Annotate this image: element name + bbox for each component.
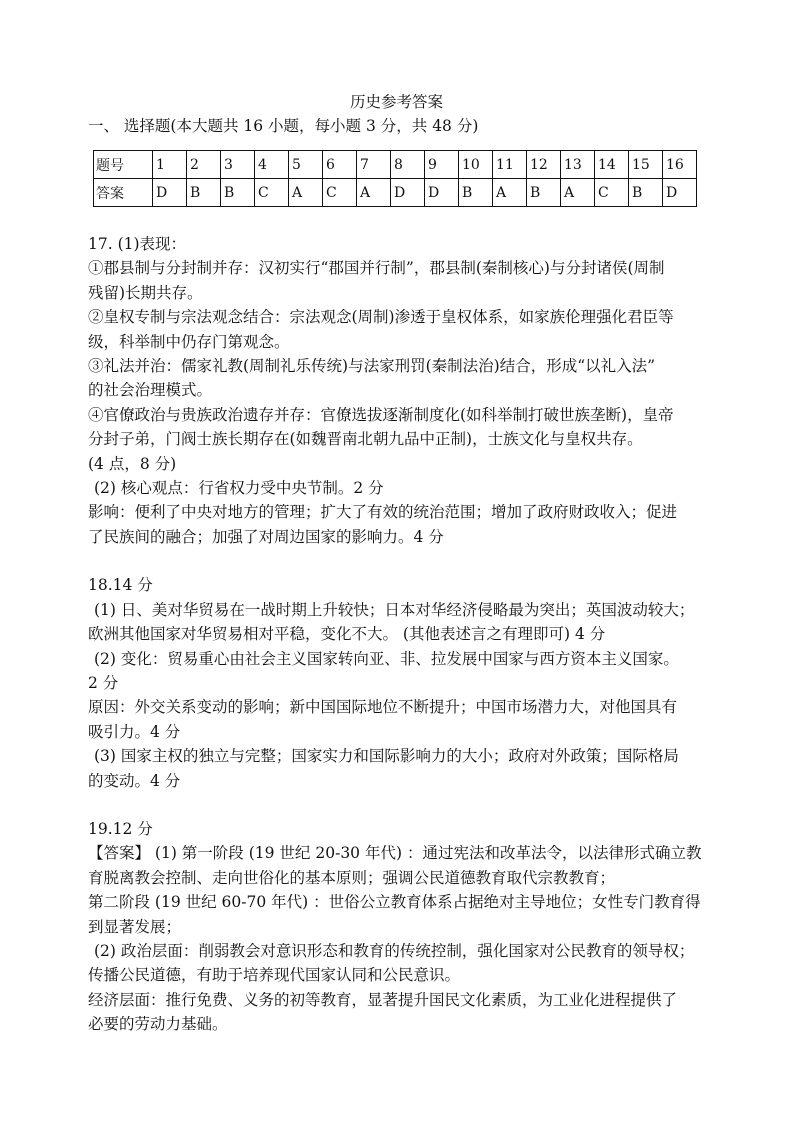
q19-part2-line1: (2) 政治层面：削弱教会对意识形态和教育的传统控制，强化国家对公民教育的领导权； — [94, 941, 695, 960]
answer-cell: B — [629, 179, 663, 207]
answer-cell: D — [391, 179, 425, 207]
q18-reason-line2: 吸引力。4 分 — [88, 722, 181, 741]
q19-heading: 19.12 分 — [88, 819, 153, 838]
answer-cell: A — [357, 179, 391, 207]
answer-cell: B — [459, 179, 493, 207]
row-header-answers: 答案 — [94, 179, 153, 207]
q17-part2-impact-line2: 了民族间的融合；加强了对周边国家的影响力。4 分 — [88, 527, 444, 546]
question-number: 1 — [153, 151, 187, 179]
q18-reason-line1: 原因：外交关系变动的影响；新中国国际地位不断提升；中国市场潜力大，对他国具有 — [88, 698, 678, 717]
question-number: 13 — [561, 151, 595, 179]
q18-part3-line1: (3) 国家主权的独立与完整；国家实力和国际影响力的大小；政府对外政策；国际格局 — [94, 747, 679, 766]
question-number: 14 — [595, 151, 629, 179]
answer-cell: A — [289, 179, 323, 207]
section-heading-multiple-choice: 一、 选择题(本大题共 16 小题，每小题 3 分，共 48 分) — [88, 117, 479, 135]
question-number: 2 — [187, 151, 221, 179]
question-number: 5 — [289, 151, 323, 179]
q18-part3-line2: 的变动。4 分 — [88, 771, 181, 790]
row-header-numbers: 题号 — [94, 151, 153, 179]
q18-heading: 18.14 分 — [88, 576, 153, 595]
q18-part2-line2: 2 分 — [88, 673, 119, 692]
question-number: 9 — [425, 151, 459, 179]
q19-part2-line2: 传播公民道德，有助于培养现代国家认同和公民意识。 — [88, 966, 461, 985]
answer-cell: A — [561, 179, 595, 207]
question-number: 7 — [357, 151, 391, 179]
question-number: 4 — [255, 151, 289, 179]
answer-row — [94, 179, 697, 207]
q17-point2-line1: ②皇权专制与宗法观念结合：宗法观念(周制)渗透于皇权体系，如家族伦理强化君臣等 — [88, 308, 674, 327]
question-number: 12 — [527, 151, 561, 179]
answer-table — [93, 150, 697, 207]
q17-point2-line2: 级，科举制中仍存门第观念。 — [88, 332, 290, 351]
q19-answer-line1: 【答案】 (1) 第一阶段 (19 世纪 20-30 年代) ：通过宪法和改革法令，以法律形式确立教 — [88, 844, 702, 863]
q17-score: (4 点，8 分) — [88, 454, 177, 473]
answer-body — [88, 232, 708, 1037]
answer-cell: C — [595, 179, 629, 207]
answer-cell: D — [425, 179, 459, 207]
q18-part2-line1: (2) 变化：贸易重心由社会主义国家转向亚、非、拉发展中国家与西方资本主义国家。 — [94, 649, 679, 668]
q17-part2-core: (2) 核心观点：行省权力受中央节制。2 分 — [94, 479, 384, 498]
q19-answer-line2: 育脱离教会控制、走向世俗化的基本原则；强调公民道德教育取代宗教教育； — [88, 868, 616, 887]
page-title: 历史参考答案 — [349, 93, 443, 111]
question-number: 3 — [221, 151, 255, 179]
q19-stage2-line2: 到显著发展； — [88, 917, 182, 936]
question-number-row — [94, 151, 697, 179]
question-number: 16 — [663, 151, 697, 179]
q17-point1-line1: ①郡县制与分封制并存：汉初实行“郡国并行制”，郡县制(秦制核心)与分封诸侯(周制 — [88, 259, 665, 278]
answer-cell: D — [663, 179, 697, 207]
q17-point3-line1: ③礼法并治：儒家礼教(周制礼乐传统)与法家刑罚(秦制法治)结合，形成“以礼入法” — [88, 357, 656, 376]
answer-cell: A — [493, 179, 527, 207]
answer-cell: C — [255, 179, 289, 207]
question-number: 6 — [323, 151, 357, 179]
answer-cell: C — [323, 179, 357, 207]
answer-cell: D — [153, 179, 187, 207]
q17-point3-line2: 的社会治理模式。 — [88, 381, 213, 400]
q17-point4-line1: ④官僚政治与贵族政治遗存并存：官僚选拔逐渐制度化(如科举制打破世族垄断)，皇帝 — [88, 405, 674, 424]
q17-part2-impact-line1: 影响：便利了中央对地方的管理；扩大了有效的统治范围；增加了政府财政收入；促进 — [88, 503, 678, 522]
answer-cell: B — [221, 179, 255, 207]
spacer — [88, 793, 708, 817]
q19-stage2-line1: 第二阶段 (19 世纪 60-70 年代) ：世俗公立教育体系占据绝对主导地位；女性专门教育得 — [88, 893, 701, 912]
q19-economic-line2: 必要的劳动力基础。 — [88, 1015, 228, 1034]
answer-cell: B — [527, 179, 561, 207]
q19-economic-line1: 经济层面：推行免费、义务的初等教育，显著提升国民文化素质，为工业化进程提供了 — [88, 990, 678, 1009]
question-number: 10 — [459, 151, 493, 179]
q18-part1-line1: (1) 日、美对华贸易在一战时期上升较快；日本对华经济侵略最为突出；英国波动较大； — [94, 600, 695, 619]
q17-point1-line2: 残留)长期共存。 — [88, 283, 203, 302]
spacer — [88, 549, 708, 573]
question-number: 8 — [391, 151, 425, 179]
q17-point4-line2: 分封子弟，门阀士族长期存在(如魏晋南北朝九品中正制)，士族文化与皇权共存。 — [88, 430, 643, 449]
question-number: 11 — [493, 151, 527, 179]
question-number: 15 — [629, 151, 663, 179]
q17-intro: 17. (1)表现： — [88, 235, 187, 253]
answer-cell: B — [187, 179, 221, 207]
q18-part1-line2: 欧洲其他国家对华贸易相对平稳，变化不大。 (其他表述言之有理即可) 4 分 — [88, 625, 606, 644]
